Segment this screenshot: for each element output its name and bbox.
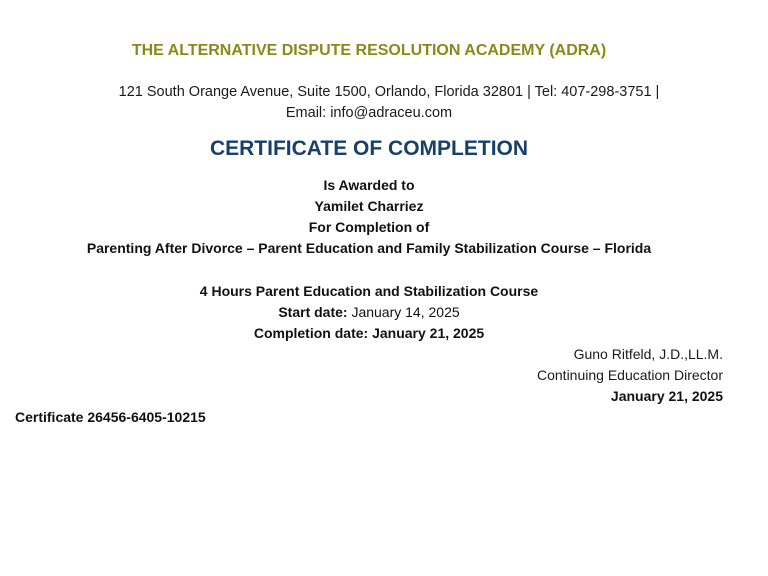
completion-date-row [0, 325, 738, 341]
awarded-to-label: Is Awarded to [323, 177, 415, 193]
start-date-value: January 14, 2025 [351, 304, 460, 320]
recipient-name: Yamilet Charriez [314, 198, 424, 214]
signatory-title: Continuing Education Director [537, 367, 723, 383]
start-date-label: Start date: [278, 304, 348, 320]
course-hours: 4 Hours Parent Education and Stabilization Course [199, 283, 539, 299]
signatory-name: Guno Ritfeld, J.D.,LL.M. [573, 346, 723, 362]
address-line: 121 South Orange Avenue, Suite 1500, Orlando, Florida 32801 | Tel: 407-298-3751 | [118, 84, 660, 100]
email-line: Email: info@adraceu.com [285, 105, 453, 121]
signature-date: January 21, 2025 [610, 388, 723, 404]
for-completion-label: For Completion of [308, 219, 430, 235]
organization-name: THE ALTERNATIVE DISPUTE RESOLUTION ACADEMY (ADRA) [131, 42, 607, 59]
start-date-row [0, 304, 738, 320]
certificate-number: Certificate 26456-6405-10215 [15, 409, 206, 425]
completion-date-label: Completion date [253, 325, 364, 341]
certificate-title: CERTIFICATE OF COMPLETION [209, 137, 529, 160]
course-name: Parenting After Divorce – Parent Education and Family Stabilization Course – Florida [86, 240, 652, 256]
completion-date-value: : January 21, 2025 [363, 325, 485, 341]
